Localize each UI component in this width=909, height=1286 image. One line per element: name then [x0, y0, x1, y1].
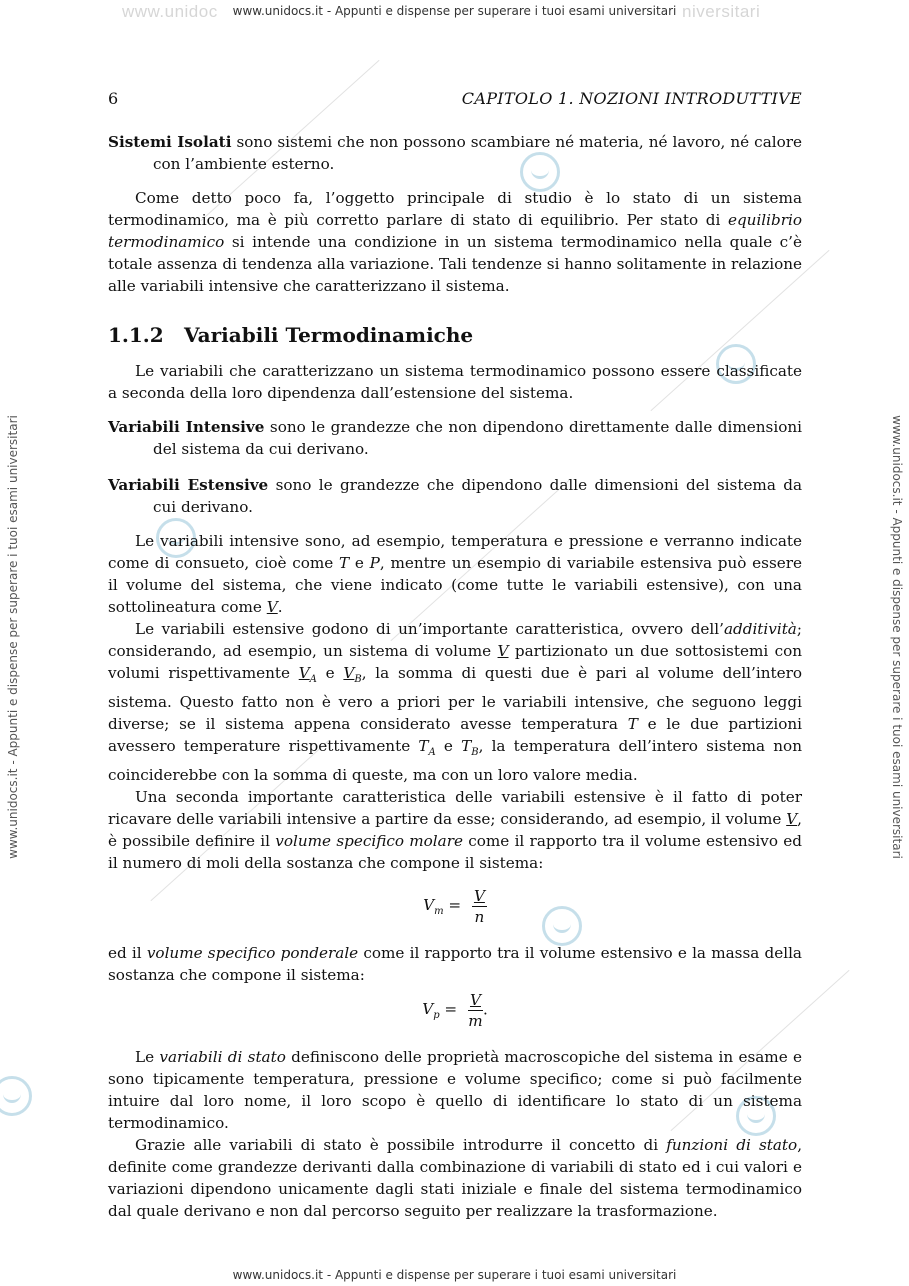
paragraph-classificazione: Le variabili che caratterizzano un sistema termodinamico possono essere classificate a seconda della loro dipendenza dall’estensione del sistema. — [108, 362, 802, 402]
math-symbol: P — [369, 554, 380, 572]
text-run: e — [349, 554, 370, 572]
fraction — [468, 990, 483, 1031]
math-symbol: V — [298, 664, 310, 682]
watermark-top: www.unidocs.it - Appunti e dispense per superare i tuoi esami universitari — [232, 4, 677, 18]
text-run: ed il — [108, 944, 147, 963]
watermark-left-side: www.unidocs.it - Appunti e dispense per superare i tuoi esami universitari — [6, 415, 20, 859]
math-symbol: T — [339, 554, 350, 572]
equation-volume-molare — [108, 886, 802, 934]
page-content — [108, 131, 802, 1222]
running-head: CAPITOLO 1. NOZIONI INTRODUTTIVE — [461, 89, 802, 108]
paragraph-volume-molare — [108, 786, 802, 874]
math-subscript: B — [354, 674, 362, 686]
math-symbol: V — [497, 642, 509, 660]
definition-text: sono le grandezze che dipendono dalle dimensioni del sistema da cui derivano. — [153, 476, 803, 516]
math-symbol: V — [266, 598, 278, 616]
text-run: e le due partizioni avessero temperature rispettivamente — [108, 715, 802, 756]
text-run: Una seconda importante caratteristica delle variabili estensive è il fatto di poter ricavare delle variabili intensive a partire da esse; considerando, ad esempio, il volume — [108, 788, 802, 829]
definition-term: Variabili Intensive — [108, 418, 265, 436]
definition-variabili-estensive — [108, 474, 802, 518]
text-run: si intende una condizione in un sistema termodinamico nella quale c’è totale assenza di tendenza alla variazione. Tali tendenze si hanno solitamente in relazione alle variabili intensive che caratterizzano il sistema. — [108, 233, 802, 295]
definition-term: Sistemi Isolati — [108, 133, 232, 151]
emphasis: additività — [723, 620, 797, 638]
definition-text: sono sistemi che non possono scambiare né materia, né lavoro, né calore con l’ambiente esterno. — [153, 133, 802, 173]
text-run: ; considerando, ad esempio, un sistema di volume — [108, 620, 802, 660]
definition-term: Variabili Estensive — [108, 476, 269, 494]
math-symbol: T — [627, 715, 638, 734]
math-subscript: m — [434, 906, 444, 918]
page-header — [108, 89, 802, 111]
math-punctuation: . — [482, 1000, 488, 1019]
math-symbol: V — [422, 1000, 434, 1019]
text-run: . — [277, 598, 283, 616]
paragraph-equilibrio — [108, 187, 802, 297]
fraction-denominator: n — [474, 908, 485, 927]
emphasis: equilibrio termodinamico — [108, 211, 802, 251]
fraction — [472, 886, 487, 927]
paragraph-variabili-di-stato — [108, 1046, 802, 1134]
definition-sistemi-isolati — [108, 131, 802, 175]
text-run: , è possibile definire il — [108, 810, 802, 851]
text-run: , la temperatura dell’intero sistema non coinciderebbe con la somma di queste, ma con un loro valore media. — [108, 737, 802, 785]
text-run: partizionato un due sottosistemi con volumi rispettivamente — [108, 642, 802, 682]
section-number: 1.1.2 — [108, 323, 164, 347]
watermark-ghost-right: niversitari — [682, 2, 761, 21]
text-run: e — [316, 664, 344, 682]
watermark-bottom: www.unidocs.it - Appunti e dispense per superare i tuoi esami universitari — [232, 1268, 677, 1282]
text-run: Grazie alle variabili di stato è possibile introdurre il concetto di — [135, 1136, 667, 1155]
text-run: Le variabili estensive godono di un’importante caratteristica, ovvero dell’ — [135, 620, 724, 638]
text-run: come il rapporto tra il volume estensivo e la massa della sostanza che compone il sistema: — [108, 944, 802, 985]
section-heading: Variabili Termodinamiche — [184, 323, 474, 347]
definition-text: sono le grandezze che non dipendono direttamente dalle dimensioni del sistema da cui derivano. — [153, 418, 802, 458]
emphasis: variabili di stato — [159, 1048, 286, 1067]
math-subscript: A — [428, 747, 436, 759]
math-symbol: V — [786, 810, 798, 829]
math-symbol: T — [461, 737, 472, 756]
text-run: come il rapporto tra il volume estensivo ed il numero di moli della sostanza che compone il sistema: — [108, 832, 802, 873]
definition-variabili-intensive — [108, 416, 802, 460]
unidocs-logo-icon — [0, 1076, 32, 1116]
paragraph-intensive-esempi — [108, 530, 802, 618]
math-operator: = — [439, 1000, 462, 1019]
fraction-numerator: V — [469, 991, 481, 1010]
text-run: e — [435, 737, 462, 756]
text-run: definiscono delle proprietà macroscopiche del sistema in esame e sono tipicamente temperatura, pressione e volume specifico; come si può facilmente intuire dal loro nome, il loro scopo è quello di identificare lo stato di un sistema termodinamico. — [108, 1048, 802, 1133]
equation-volume-ponderale — [108, 990, 802, 1038]
section-title — [108, 322, 802, 348]
fraction-numerator: V — [473, 887, 485, 906]
emphasis: volume specifico ponderale — [146, 944, 359, 963]
text-run: Come detto poco fa, l’oggetto principale di studio è lo stato di un sistema termodinamico, ma è più corretto parlare di stato di equilibrio. Per stato di — [108, 189, 802, 229]
paragraph-volume-ponderale — [108, 942, 802, 986]
text-run: , definite come grandezze derivanti dalla combinazione di variabili di stato ed i cui valori e variazioni dipendono unicamente dagli stati iniziale e finale del sistema termodinamico dal quale derivano e non dal percorso seguito per realizzare la trasformazione. — [108, 1136, 803, 1221]
text-run: , mentre un esempio di variabile estensiva può essere il volume del sistema, che viene indicato (come tutte le variabili estensive), con una sottolineatura come — [108, 554, 802, 616]
text-run: Le variabili intensive sono, ad esempio, temperatura e pressione e verranno indicate come di consueto, cioè come — [108, 532, 802, 572]
math-operator: = — [443, 896, 466, 915]
emphasis: funzioni di stato — [666, 1136, 798, 1155]
watermark-ghost-left: www.unidoc — [122, 2, 218, 21]
math-symbol: V — [343, 664, 355, 682]
text-run: , la somma di questi due è pari al volume dell’intero sistema. Questo fatto non è vero a priori per le variabili intensive, che seguono leggi diverse; se il sistema appena considerato avesse temperatura — [108, 664, 803, 734]
fraction-denominator: m — [468, 1012, 483, 1031]
paragraph-funzioni-di-stato — [108, 1134, 802, 1222]
text-run: Le — [135, 1048, 160, 1067]
page-number: 6 — [108, 89, 119, 108]
math-subscript: A — [309, 674, 317, 686]
math-subscript: B — [471, 747, 479, 759]
emphasis: volume specifico molare — [275, 832, 463, 851]
math-subscript: p — [433, 1010, 440, 1022]
paragraph-additivita — [108, 618, 802, 786]
watermark-right-side: www.unidocs.it - Appunti e dispense per superare i tuoi esami universitari — [890, 415, 904, 859]
math-symbol: T — [418, 737, 429, 756]
math-symbol: V — [423, 896, 435, 915]
